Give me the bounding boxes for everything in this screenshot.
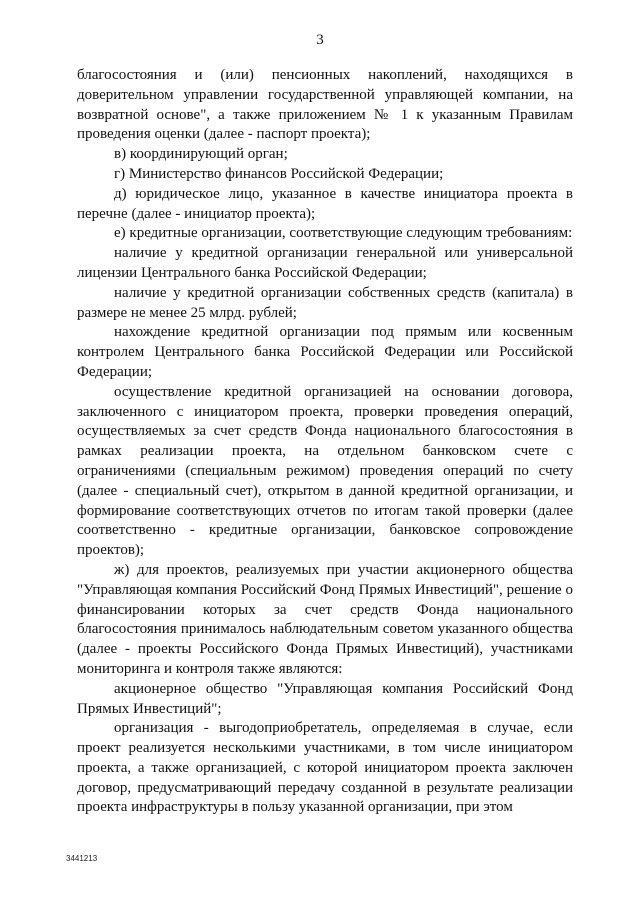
paragraph: наличие у кредитной организации собственных средств (капитала) в размере не менее 25 млрд. рублей; xyxy=(77,284,573,321)
paragraph: благосостояния и (или) пенсионных накоплений, находящихся в доверительном управлении государственной управляющей компании, на возвратной основе", а также приложением № 1 к указанным Правилам проведения оценки (далее - паспорт проекта); xyxy=(77,67,573,143)
page-number: 3 xyxy=(316,32,324,48)
paragraph: г) Министерство финансов Российской Федерации; xyxy=(114,165,444,182)
paragraph: акционерное общество "Управляющая компания Российский Фонд Прямых Инвестиций"; xyxy=(77,680,573,717)
paragraph: наличие у кредитной организации генеральной или универсальной лицензии Центрального банка Российской Федерации; xyxy=(77,245,573,281)
paragraph: организация - выгодоприобретатель, определяемая в случае, если проект реализуется несколькими участниками, в том числе инициатором проекта, а также организацией, с которой инициатором проекта заключен договор, предусматривающий передачу созданной в результате реализации проекта инфраструктуры в пользу указанной организации, при этом xyxy=(77,720,573,816)
paragraph: в) координирующий орган; xyxy=(114,146,288,163)
paragraph: осуществление кредитной организацией на основании договора, заключенного с инициатором проекта, проверки проведения операций, осуществляемых за счет средств Фонда национального благосостояния в рамках реализации проекта, на отдельном банковском счете с ограничениями (специальным режимом) проведения операций по счету (далее - специальный счет), открытом в данной кредитной организации, и формирование соответствующих отчетов по итогам такой проверки (далее соответственно - кредитные организации, банковское сопровождение проектов); xyxy=(77,383,573,559)
paragraph: е) кредитные организации, соответствующие следующим требованиям: xyxy=(114,225,573,242)
paragraph: ж) для проектов, реализуемых при участии акционерного общества "Управляющая компания Российский Фонд Прямых Инвестиций", решение о финансировании которых за счет средств Фонда национального благосостояния принималось наблюдательным советом указанного общества (далее - проекты Российского Фонда Прямых Инвестиций), участниками мониторинга и контроля также являются: xyxy=(77,561,573,677)
paragraph: д) юридическое лицо, указанное в качестве инициатора проекта в перечне (далее - инициатор проекта); xyxy=(77,185,573,222)
paragraph: нахождение кредитной организации под прямым или косвенным контролем Центрального банка Российской Федерации или Российской Федерации; xyxy=(77,324,573,380)
document-body xyxy=(77,66,573,818)
document-code: 3441213 xyxy=(66,854,98,863)
